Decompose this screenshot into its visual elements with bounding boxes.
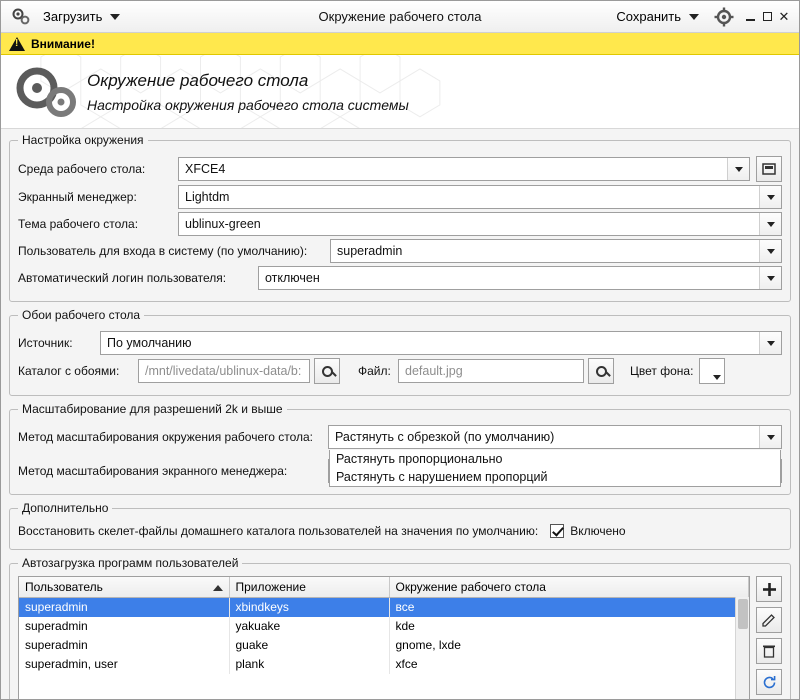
default-login-user-value: superadmin	[337, 244, 403, 258]
desktop-environment-value: XFCE4	[185, 162, 226, 176]
desktop-theme-value: ublinux-green	[185, 217, 261, 231]
column-header-user-label: Пользователь	[25, 580, 103, 594]
header-banner	[1, 55, 799, 129]
delete-button[interactable]	[756, 638, 782, 664]
table-row[interactable]	[19, 655, 749, 674]
chevron-down-icon	[110, 14, 120, 20]
scaling-option-proportional[interactable]: Растянуть пропорционально	[336, 452, 503, 466]
wallpaper-catalog-input[interactable]: /mnt/livedata/ublinux-data/b:	[138, 359, 310, 383]
cell-env: gnome, lxde	[389, 636, 749, 655]
scaling-legend: Масштабирование для разрешений 2k и выше	[22, 402, 283, 416]
autostart-table[interactable]	[18, 576, 750, 699]
autologin-value: отключен	[265, 271, 320, 285]
column-header-env[interactable]: Окружение рабочего стола	[389, 577, 749, 598]
wallpaper-legend: Обои рабочего стола	[22, 308, 141, 322]
chevron-down-icon[interactable]	[759, 332, 781, 354]
table-row[interactable]	[19, 636, 749, 655]
autologin-label: Автоматический логин пользователя:	[18, 271, 227, 285]
background-color-swatch[interactable]	[699, 358, 725, 384]
wallpaper-file-label: Файл:	[358, 364, 391, 378]
autostart-legend: Автозагрузка программ пользователей	[22, 556, 239, 570]
desktop-theme-select[interactable]	[178, 212, 782, 236]
desktop-scaling-value: Растянуть с обрезкой (по умолчанию)	[335, 430, 555, 444]
magnifier-icon	[596, 366, 607, 377]
banner-title: Окружение рабочего стола	[87, 70, 309, 90]
skel-restore-label: Восстановить скелет-файлы домашнего каталога пользователей на значения по умолчанию:	[18, 524, 539, 538]
desktop-scaling-options-popup[interactable]	[329, 450, 781, 487]
chevron-down-icon[interactable]	[759, 426, 781, 448]
environment-settings-legend: Настройка окружения	[22, 133, 144, 147]
table-vertical-scrollbar[interactable]	[735, 597, 749, 699]
scaling-group	[9, 402, 791, 495]
extra-legend: Дополнительно	[22, 501, 109, 515]
cell-user: superadmin, user	[19, 655, 229, 674]
cell-app: plank	[229, 655, 389, 674]
environment-settings-group	[9, 133, 791, 302]
default-login-user-select[interactable]	[330, 239, 782, 263]
display-manager-row	[18, 185, 782, 209]
desktop-theme-label: Тема рабочего стола:	[18, 217, 139, 231]
warning-text: Внимание!	[31, 36, 95, 51]
cell-user: superadmin	[19, 617, 229, 636]
wallpaper-catalog-browse-button[interactable]	[314, 358, 340, 384]
scaling-option-stretch[interactable]: Растянуть с нарушением пропорций	[336, 470, 548, 484]
scrollbar-thumb[interactable]	[738, 599, 748, 629]
cell-env: xfce	[389, 655, 749, 674]
app-gears-icon	[11, 7, 31, 27]
dm-scaling-label: Метод масштабирования экранного менеджера:	[18, 464, 288, 478]
skel-restore-checkbox[interactable]	[550, 524, 564, 538]
extra-group	[9, 501, 791, 550]
table-row[interactable]	[19, 617, 749, 636]
settings-gear-icon[interactable]	[713, 6, 735, 28]
add-button[interactable]	[756, 576, 782, 602]
refresh-button[interactable]	[756, 669, 782, 695]
autostart-group	[9, 556, 791, 699]
wallpaper-file-browse-button[interactable]	[588, 358, 614, 384]
column-header-app[interactable]: Приложение	[229, 577, 389, 598]
warning-triangle-icon	[9, 37, 25, 51]
maximize-button[interactable]	[760, 10, 774, 24]
autostart-action-buttons	[756, 576, 782, 699]
cell-app: yakuake	[229, 617, 389, 636]
banner-subtitle: Настройка окружения рабочего стола системы	[87, 96, 409, 113]
skel-restore-row	[18, 524, 782, 538]
cell-env: все	[389, 598, 749, 617]
warning-bar	[1, 33, 799, 55]
wallpaper-group	[9, 308, 791, 396]
save-menu-label: Сохранить	[616, 9, 681, 24]
desktop-environment-label: Среда рабочего стола:	[18, 162, 146, 176]
desktop-environment-select[interactable]	[178, 157, 750, 181]
display-manager-value: Lightdm	[185, 190, 230, 204]
wallpaper-catalog-label: Каталог с обоями:	[18, 364, 120, 378]
desktop-theme-row	[18, 212, 782, 236]
chevron-down-icon	[689, 14, 699, 20]
display-manager-select[interactable]	[178, 185, 782, 209]
cell-user: superadmin	[19, 636, 229, 655]
skel-restore-checkbox-label: Включено	[570, 524, 626, 538]
desktop-environment-row	[18, 156, 782, 182]
load-menu-button[interactable]	[37, 7, 126, 26]
edit-button[interactable]	[756, 607, 782, 633]
autologin-row	[18, 266, 782, 290]
table-row[interactable]	[19, 598, 749, 617]
wallpaper-source-select[interactable]	[100, 331, 782, 355]
wallpaper-paths-row	[18, 358, 782, 384]
cell-app: guake	[229, 636, 389, 655]
chevron-down-icon[interactable]	[759, 213, 781, 235]
title-bar	[1, 1, 799, 33]
save-menu-button[interactable]	[610, 7, 705, 26]
desktop-environment-extra-button[interactable]	[756, 156, 782, 182]
wallpaper-source-label: Источник:	[18, 336, 73, 350]
magnifier-icon	[322, 366, 333, 377]
table-header-row	[19, 577, 749, 598]
desktop-scaling-select[interactable]	[328, 425, 782, 484]
cell-env: kde	[389, 617, 749, 636]
wallpaper-source-row	[18, 331, 782, 355]
load-menu-label: Загрузить	[43, 9, 103, 24]
default-login-user-row	[18, 239, 782, 263]
autologin-select[interactable]	[258, 266, 782, 290]
close-button[interactable]: ✕	[778, 9, 790, 24]
minimize-button[interactable]	[743, 10, 757, 24]
display-manager-label: Экранный менеджер:	[18, 190, 137, 204]
background-color-label: Цвет фона:	[630, 364, 694, 378]
chevron-down-icon[interactable]	[727, 158, 749, 180]
window-title: Окружение рабочего стола	[318, 9, 482, 24]
desktop-scaling-label: Метод масштабирования окружения рабочего стола:	[18, 430, 314, 444]
chevron-down-icon[interactable]	[759, 267, 781, 289]
cell-user: superadmin	[19, 598, 229, 617]
wallpaper-source-value: По умолчанию	[107, 336, 192, 350]
banner-gears-icon	[1, 62, 87, 122]
wallpaper-file-input[interactable]: default.jpg	[398, 359, 584, 383]
chevron-down-icon[interactable]	[759, 186, 781, 208]
sort-ascending-icon	[213, 585, 223, 591]
column-header-user[interactable]	[19, 577, 229, 598]
main-content	[1, 129, 799, 699]
chevron-down-icon[interactable]	[759, 240, 781, 262]
default-login-user-label: Пользователь для входа в систему (по умолчанию):	[18, 244, 308, 258]
cell-app: xbindkeys	[229, 598, 389, 617]
